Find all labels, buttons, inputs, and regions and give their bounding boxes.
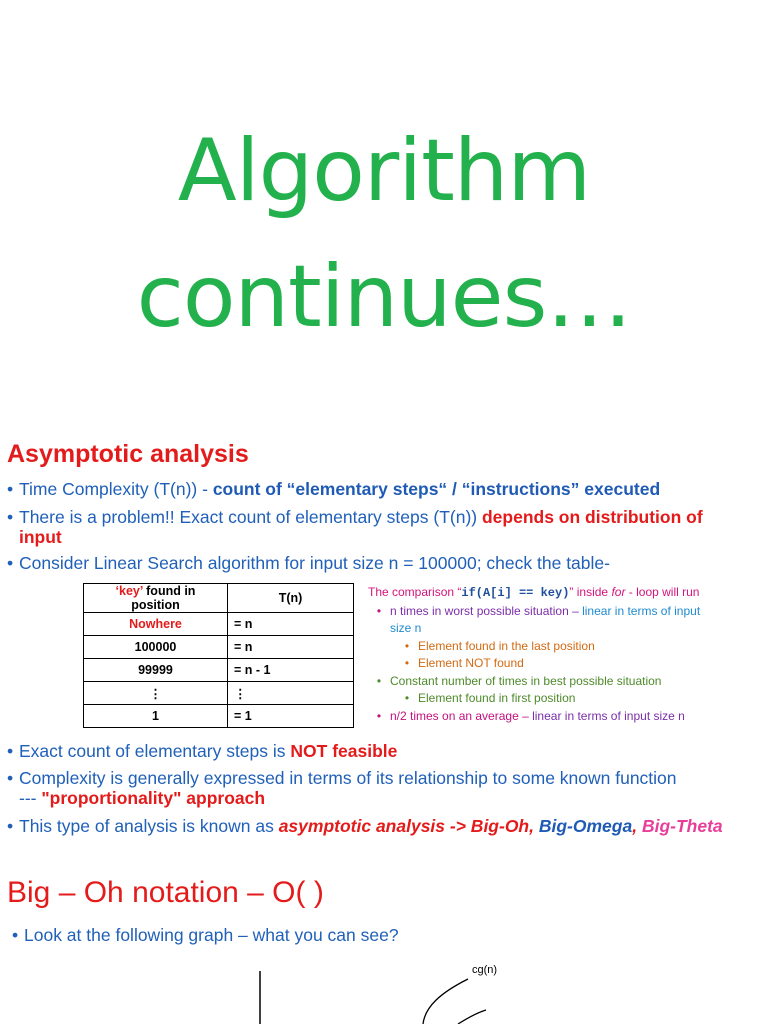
header-rest: found in position <box>131 584 196 612</box>
comma: , <box>529 816 539 836</box>
note-code: if(A[i] == key) <box>461 586 570 600</box>
bullet-asymptotic-types: • This type of analysis is known as asymptotic analysis -> Big-Oh, Big-Omega, Big-Theta <box>7 816 723 836</box>
cell-tn: = n <box>228 613 354 636</box>
table-row <box>84 659 354 682</box>
cell-position: 1 <box>84 705 228 728</box>
cell-tn: = n - 1 <box>228 659 354 682</box>
note-text: Constant number of times in best possible situation <box>390 673 662 688</box>
bullet-text: There is a problem!! Exact count of elementary steps (T(n)) <box>19 507 482 527</box>
bullet-emphasis-cont: input <box>19 527 62 547</box>
note-text: The comparison “ <box>368 585 462 599</box>
note-text: n times in worst possible situation – <box>390 603 583 618</box>
bullet-text: This type of analysis is known as <box>19 816 279 836</box>
bullet-text: Exact count of elementary steps is <box>19 741 291 761</box>
title-line-2: continues… <box>136 247 632 347</box>
note-text: ” inside <box>569 585 612 599</box>
section-heading: Asymptotic analysis <box>7 440 249 468</box>
note-sub-notfound: • Element NOT found <box>404 656 524 670</box>
table-row <box>84 636 354 659</box>
cell-position: ⋮ <box>84 682 228 705</box>
note-for: for <box>611 585 626 599</box>
bullet-emphasis: count of “elementary steps“ / “instructions” executed <box>212 479 661 499</box>
bullet-proportionality: • Complexity is generally expressed in terms of its relationship to some known function --- "proportionality" approach <box>7 768 677 808</box>
header-position <box>84 584 228 613</box>
bullet-text: Consider Linear Search algorithm for input size n = 100000; check the table- <box>19 553 610 573</box>
comparison-notes <box>368 584 766 725</box>
bullet-linear-search: • Consider Linear Search algorithm for input size n = 100000; check the table- <box>7 553 610 573</box>
table-header-row <box>84 584 354 613</box>
bullet-not-feasible: • Exact count of elementary steps is NOT feasible <box>7 741 398 761</box>
bigoh-graph <box>240 955 520 1024</box>
cell-position: 100000 <box>84 636 228 659</box>
note-text: - loop will run <box>625 585 700 599</box>
bullet-text: Complexity is generally expressed in terms of its relationship to some known function <box>19 768 677 788</box>
cell-tn: = n <box>228 636 354 659</box>
table-row <box>84 705 354 728</box>
bullet-problem: • There is a problem!! Exact count of elementary steps (T(n)) depends on distribution of input <box>7 507 703 547</box>
note-line-comparison <box>368 584 766 603</box>
note-text: Element found in first position <box>418 691 576 705</box>
bullet-time-complexity: • Time Complexity (T(n)) - count of “elementary steps“ / “instructions” executed <box>7 479 661 499</box>
graph-label-cgn: cg(n) <box>472 964 498 976</box>
header-tn: T(n) <box>228 584 354 613</box>
comma: , <box>632 816 642 836</box>
cell-position: 99999 <box>84 659 228 682</box>
note-text: linear in terms of input size n <box>532 708 685 723</box>
bullet-emphasis: "proportionality" approach <box>41 788 266 808</box>
header-key: ‘key’ <box>115 584 143 598</box>
bullet-emphasis: NOT feasible <box>290 741 398 761</box>
slide-title <box>0 108 768 360</box>
note-sub-first: • Element found in first position <box>404 691 576 705</box>
note-text: Element NOT found <box>418 656 524 670</box>
cell-position: Nowhere <box>84 613 228 636</box>
note-sub-last: • Element found in the last position <box>404 638 595 653</box>
table-row <box>84 682 354 705</box>
bigoh-heading: Big – Oh notation – O( ) <box>7 876 324 909</box>
graph-f-curve <box>458 1010 486 1024</box>
bullet-graph: • Look at the following graph – what you can see? <box>12 925 399 945</box>
note-best: • Constant number of times in best possible situation <box>376 673 662 688</box>
note-worst: • n times in worst possible situation – linear in terms of input size n <box>376 603 701 635</box>
cell-tn: ⋮ <box>228 682 354 705</box>
note-text: size n <box>390 621 422 635</box>
bullet-text-cont: --- <box>19 788 42 808</box>
note-text: linear in terms of input <box>582 603 701 618</box>
graph-cg-curve <box>423 979 468 1024</box>
term-big-omega: Big-Omega <box>538 816 633 836</box>
title-line-1: Algorithm <box>177 121 591 221</box>
note-average: • n/2 times on an average – linear in terms of input size n <box>376 708 685 723</box>
note-text: Element found in the last position <box>418 638 595 653</box>
bullet-text: Look at the following graph – what you can see? <box>24 925 399 945</box>
table-row <box>84 613 354 636</box>
complexity-table <box>83 583 354 728</box>
bullet-text: Time Complexity (T(n)) - <box>19 479 213 499</box>
note-text: n/2 times on an average – <box>390 708 533 723</box>
bullet-emphasis: depends on distribution of <box>481 507 703 527</box>
term-big-theta: Big-Theta <box>641 816 723 836</box>
cell-tn: = 1 <box>228 705 354 728</box>
term-big-oh: asymptotic analysis -> Big-Oh <box>278 816 530 836</box>
